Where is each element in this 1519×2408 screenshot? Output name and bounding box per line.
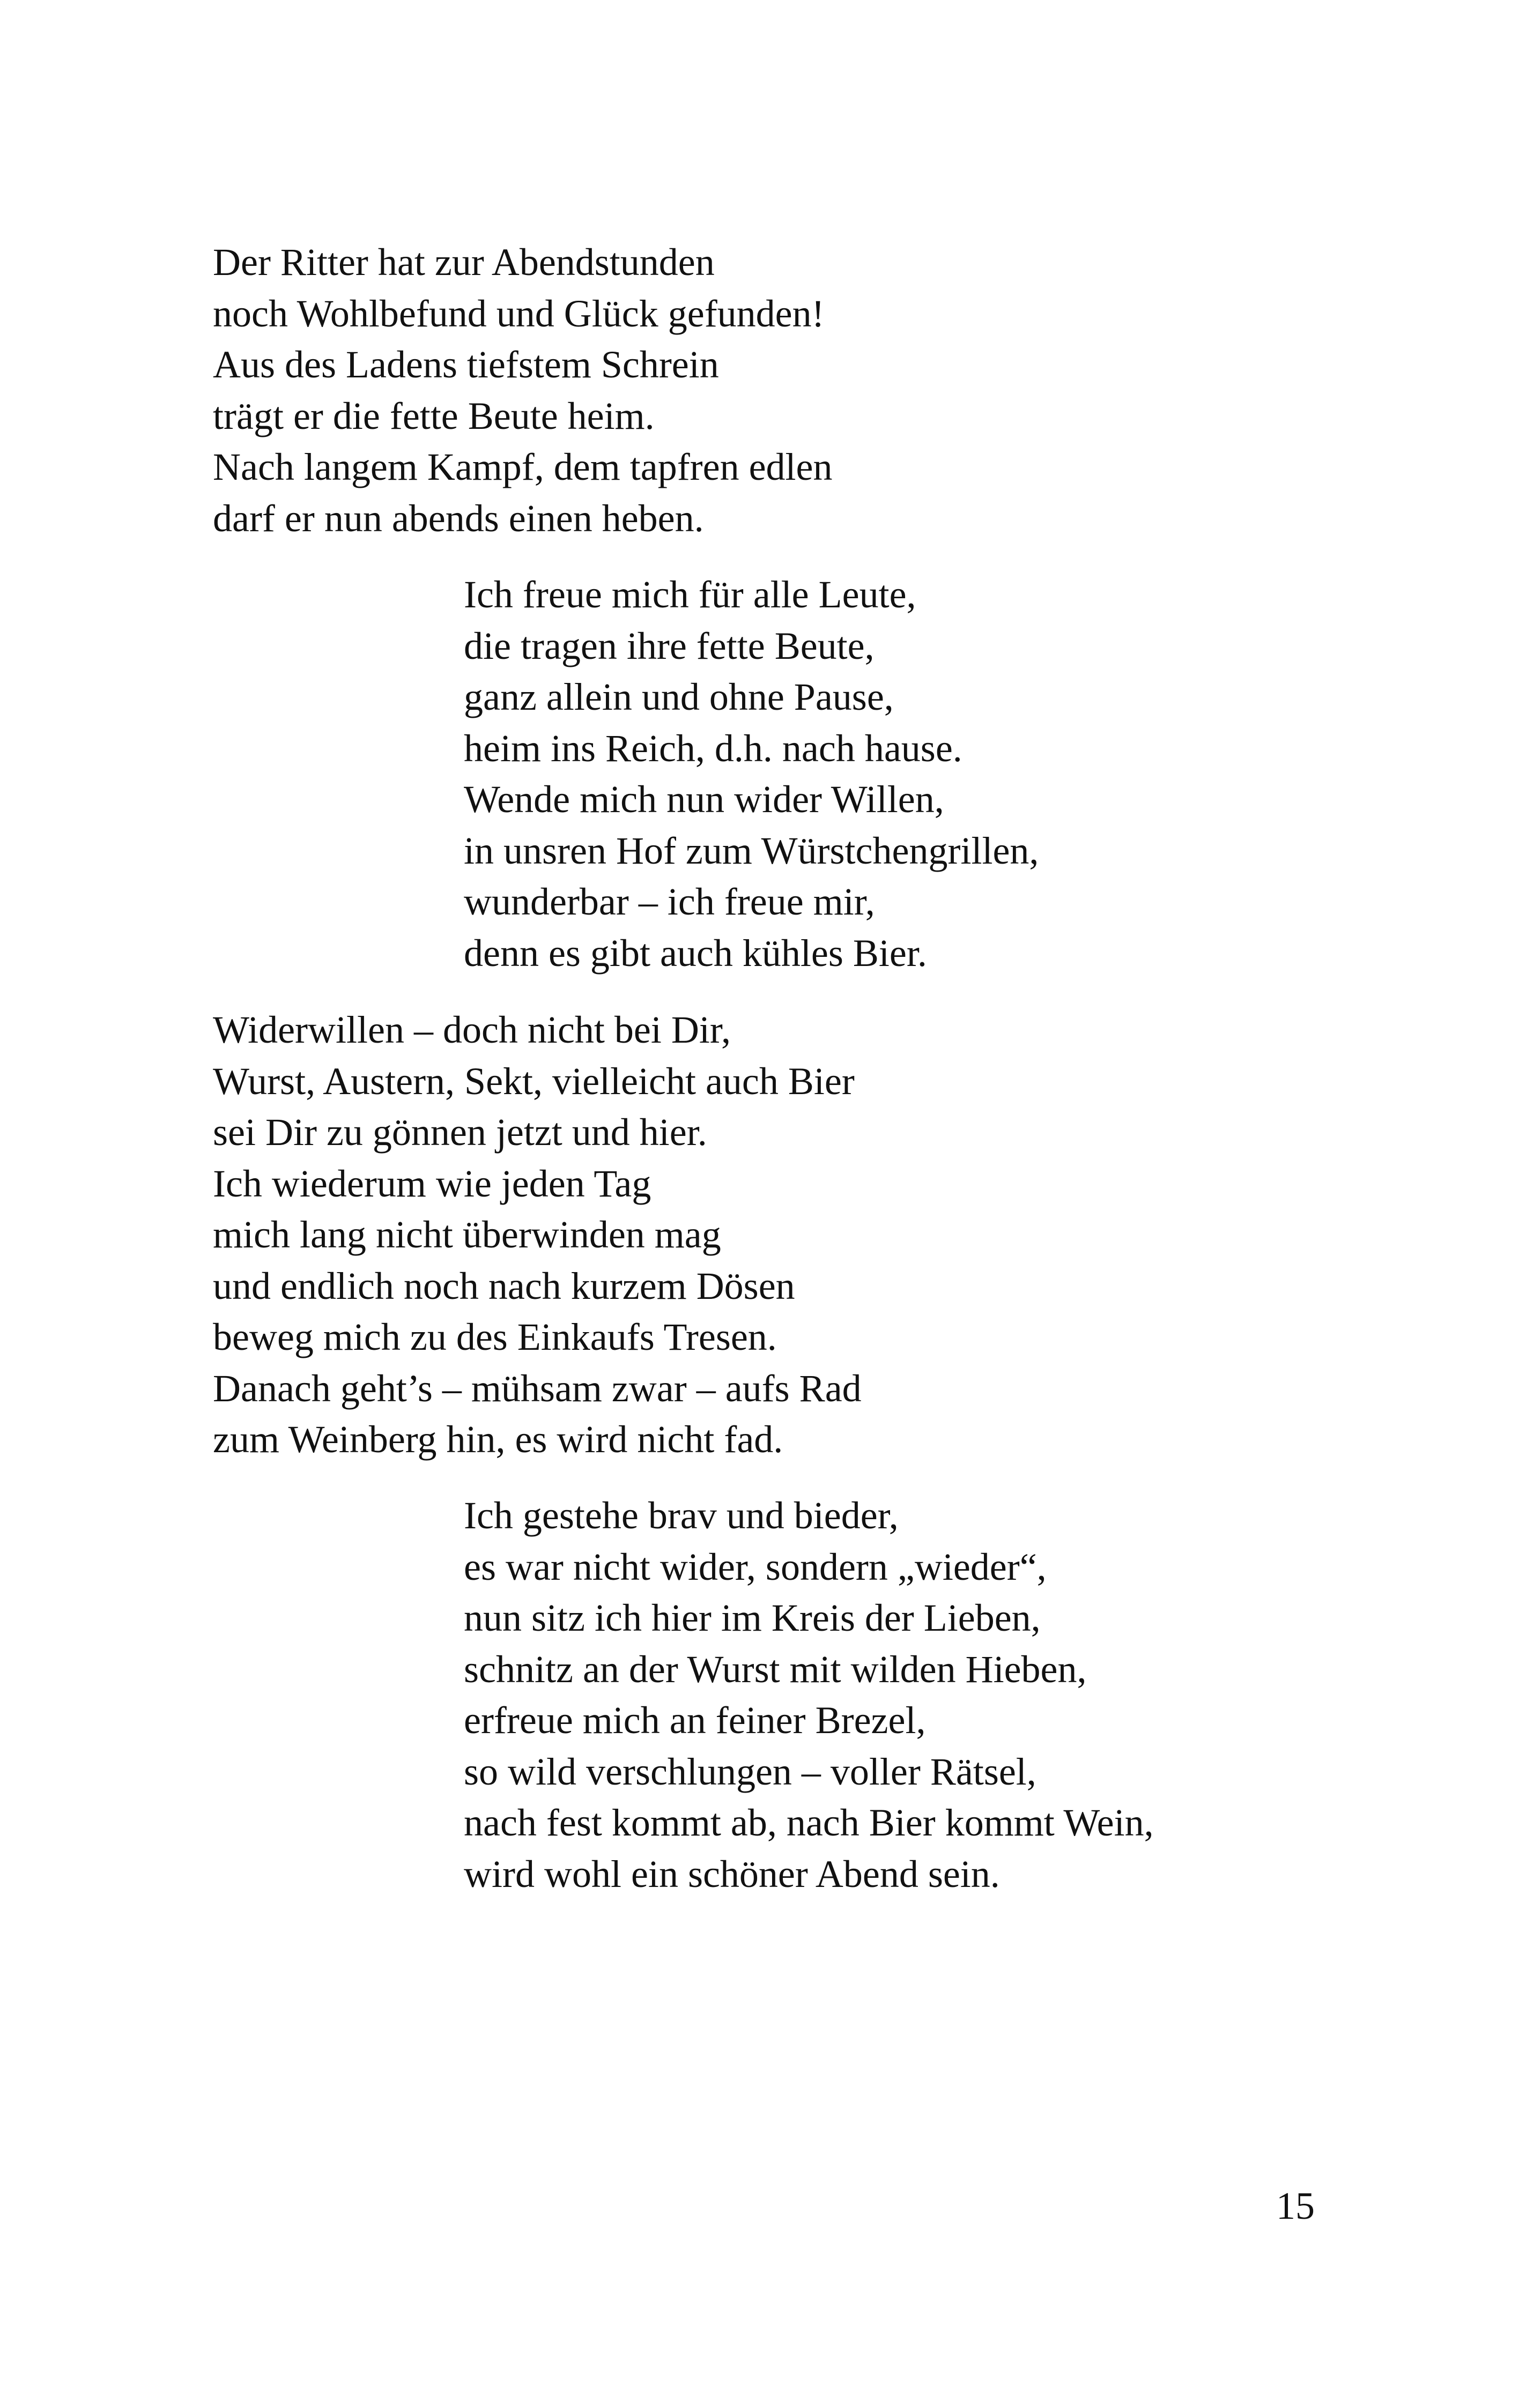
poem-line: erfreue mich an feiner Brezel, (464, 1699, 926, 1742)
poem-line: und endlich noch nach kurzem Dösen (213, 1264, 795, 1307)
poem-line: schnitz an der Wurst mit wilden Hieben, (464, 1647, 1087, 1691)
poem-line: sei Dir zu gönnen jetzt und hier. (213, 1111, 707, 1154)
poem-line: zum Weinberg hin, es wird nicht fad. (213, 1418, 783, 1461)
poem-line: denn es gibt auch kühles Bier. (464, 931, 927, 975)
poem-line: Ich wiederum wie jeden Tag (213, 1162, 651, 1205)
poem-line: Der Ritter hat zur Abendstunden (213, 241, 715, 284)
poem-line: beweg mich zu des Einkaufs Tresen. (213, 1316, 777, 1358)
poem-line: ganz allein und ohne Pause, (464, 675, 894, 718)
poem-line: in unsren Hof zum Würstchengrillen, (464, 829, 1039, 872)
poem-line: es war nicht wider, sondern „wieder“, (464, 1545, 1047, 1588)
poem-line: die tragen ihre fette Beute, (464, 624, 875, 667)
poem-line: so wild verschlungen – voller Rätsel, (464, 1750, 1036, 1793)
poem-line: wunderbar – ich freue mir, (464, 880, 875, 923)
poem-line: wird wohl ein schöner Abend sein. (464, 1852, 1000, 1896)
poem-line: heim ins Reich, d.h. nach hause. (464, 726, 962, 770)
stanza-3 (213, 1005, 862, 1466)
poem-line: darf er nun abends einen heben. (213, 496, 704, 540)
poem-line: Ich freue mich für alle Leute, (464, 573, 916, 616)
poem-line: Widerwillen – doch nicht bei Dir, (213, 1008, 731, 1051)
poem-line: nun sitz ich hier im Kreis der Lieben, (464, 1596, 1041, 1639)
poem-line: trägt er die fette Beute heim. (213, 394, 655, 437)
page-number: 15 (1276, 2184, 1315, 2227)
poem-line: nach fest kommt ab, nach Bier kommt Wein, (464, 1801, 1154, 1844)
poem-line: noch Wohlbefund und Glück gefunden! (213, 292, 825, 335)
poem-line: Aus des Ladens tiefstem Schrein (213, 343, 719, 386)
poem-line: Nach langem Kampf, dem tapfren edlen (213, 445, 833, 488)
stanza-1 (213, 237, 833, 544)
poem-line: mich lang nicht überwinden mag (213, 1213, 721, 1256)
stanza-2 (464, 569, 1039, 979)
poem-line: Wurst, Austern, Sekt, vielleicht auch Bier (213, 1059, 855, 1103)
stanza-4 (464, 1490, 1154, 1900)
poem-line: Danach geht’s – mühsam zwar – aufs Rad (213, 1366, 862, 1410)
poem-line: Ich gestehe brav und bieder, (464, 1494, 899, 1537)
poem-line: Wende mich nun wider Willen, (464, 778, 944, 821)
